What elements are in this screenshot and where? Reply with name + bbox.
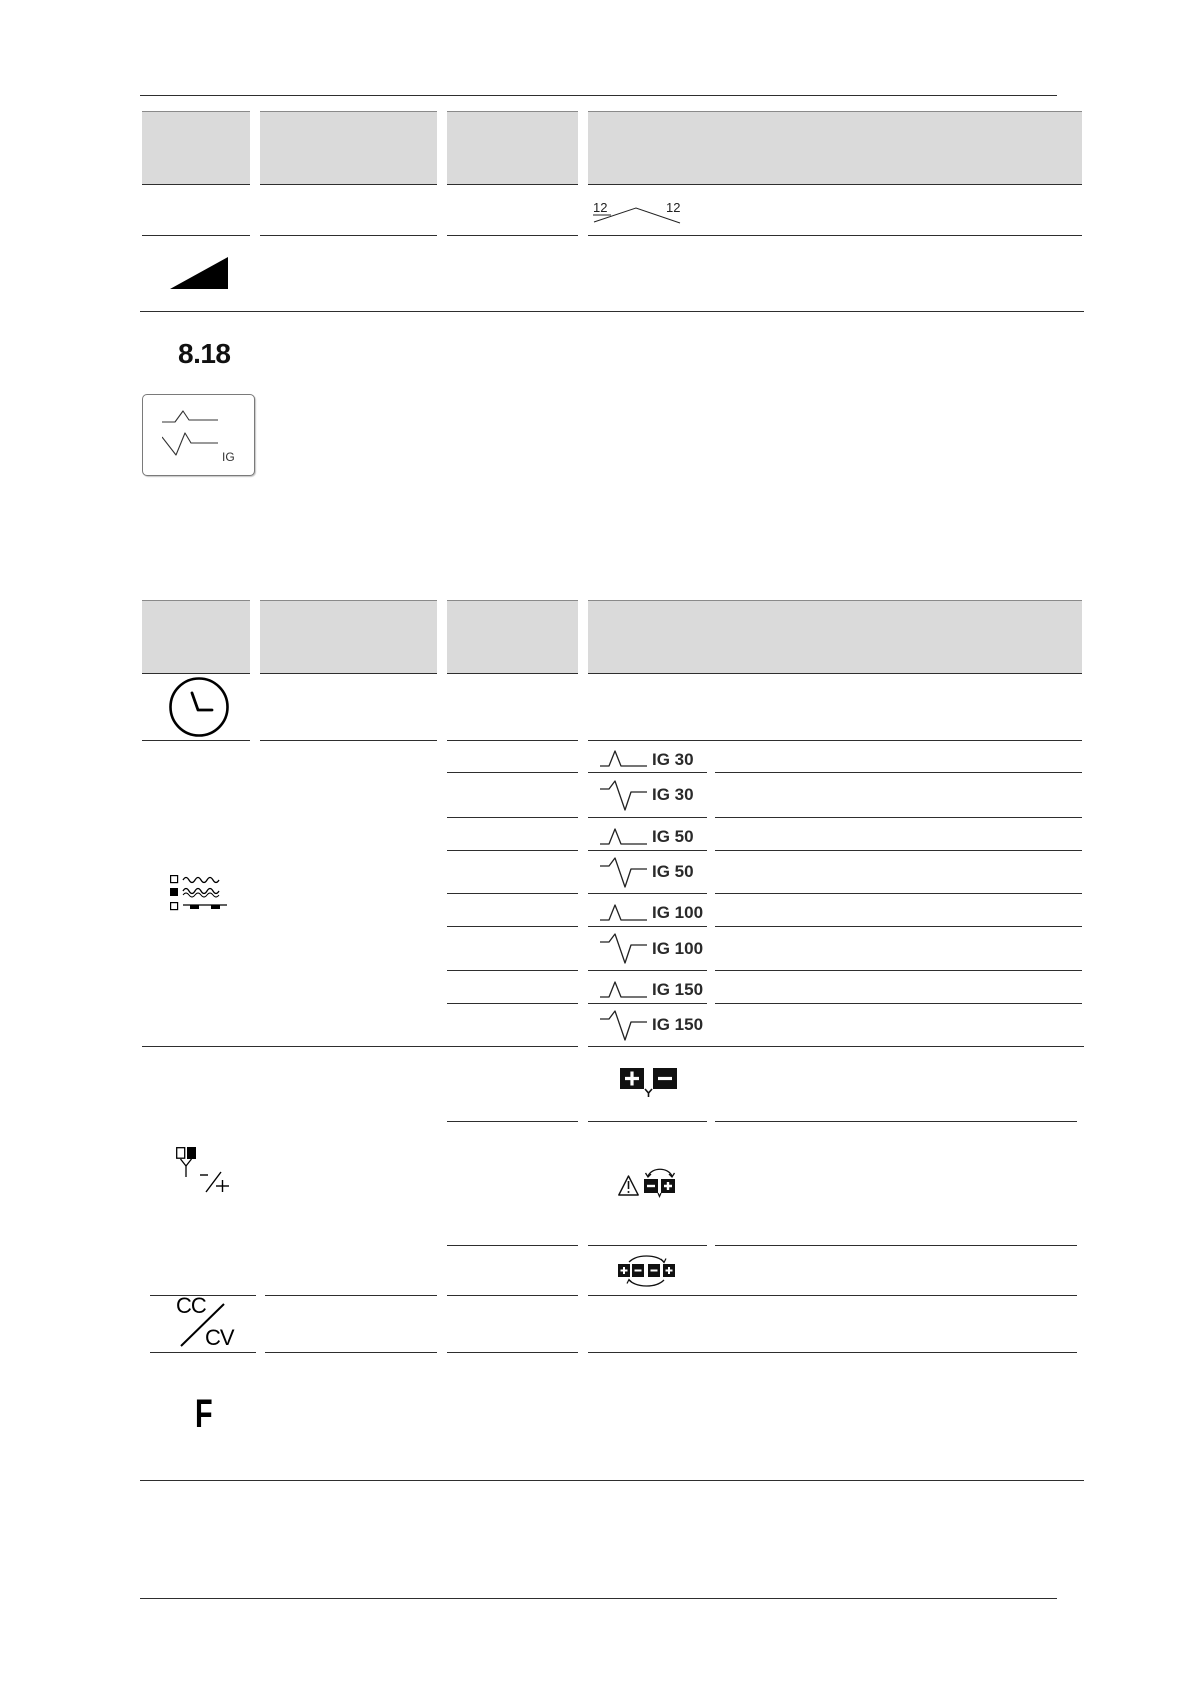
table-rule: [140, 1480, 1084, 1481]
table-rule: [447, 893, 578, 894]
electrode-polarity-icon: [176, 1147, 232, 1193]
table-header-cell: [260, 111, 437, 184]
table-rule: [447, 1352, 578, 1353]
table-rule: [715, 772, 1082, 773]
ignition-option-label: IG 50: [652, 827, 694, 846]
table-rule: [142, 184, 250, 185]
polarity-reverse-icon: [618, 1254, 678, 1290]
ignition-pulse-icon: [600, 902, 647, 924]
table-rule: [142, 1046, 578, 1047]
slope-label-left: 12: [593, 200, 608, 215]
table-rule: [447, 235, 578, 236]
table-rule: [715, 1003, 1082, 1004]
table-rule: [150, 1352, 256, 1353]
table-rule: [260, 184, 437, 185]
page-footer-rule: [140, 1598, 1057, 1599]
table-header-cell: [447, 600, 578, 673]
cv-label: CV: [205, 1325, 234, 1350]
table-rule: [447, 673, 578, 674]
table-rule: [447, 740, 578, 741]
ignition-label: IG: [222, 450, 235, 464]
table-rule: [588, 926, 707, 927]
table-rule: [260, 235, 437, 236]
table-rule: [588, 817, 707, 818]
table-rule: [715, 1121, 1077, 1122]
table-rule: [588, 1245, 707, 1246]
table-rule: [715, 850, 1082, 851]
ignition-option-row: [600, 740, 706, 772]
ignition-pulse-icon: [600, 826, 647, 848]
table-rule: [588, 1352, 1077, 1353]
table-rule: [142, 740, 250, 741]
table-rule: [588, 772, 707, 773]
table-rule: [447, 817, 578, 818]
table-rule: [447, 926, 578, 927]
ignition-option-label: IG 30: [652, 785, 694, 804]
ignition-mode-icon: [170, 874, 228, 912]
ignition-option-row: [600, 817, 706, 850]
table-rule: [260, 673, 437, 674]
table-rule: [447, 970, 578, 971]
ignition-waveforms-icon: [142, 394, 255, 476]
page-header-rule: [140, 95, 1057, 96]
ignition-pulse-negative-icon: [600, 931, 647, 965]
ignition-pulse-icon: [600, 748, 647, 770]
table-rule: [447, 184, 578, 185]
table-rule: [140, 311, 1084, 312]
ignition-pulse-negative-icon: [600, 855, 647, 889]
table-header-cell: [142, 600, 250, 673]
pulse-waveform-icon: [162, 409, 218, 427]
table-rule: [715, 893, 1082, 894]
ignition-pulse-negative-icon: [600, 778, 647, 812]
ignition-pulse-icon: [600, 979, 647, 1001]
table-rule: [588, 1295, 1077, 1296]
table-rule: [260, 740, 437, 741]
table-rule: [715, 1245, 1077, 1246]
table-rule: [588, 1003, 707, 1004]
ignition-option-row: [600, 970, 706, 1003]
table-rule: [588, 235, 1082, 236]
table-rule: [142, 235, 250, 236]
ignition-option-label: IG 150: [652, 1015, 704, 1034]
table-rule: [588, 970, 707, 971]
table-rule: [447, 1121, 578, 1122]
ignition-option-label: IG 100: [652, 903, 704, 922]
ignition-option-row: [600, 1003, 706, 1046]
table-rule: [588, 673, 1082, 674]
table-rule: [715, 817, 1082, 818]
section-number: 8.18: [178, 338, 231, 369]
table-rule: [588, 850, 707, 851]
table-rule: [588, 893, 707, 894]
ignition-option-row: [600, 850, 706, 893]
pulse-negative-waveform-icon: [162, 431, 218, 459]
ignition-option-label: IG 150: [652, 980, 704, 999]
table-header-cell: [588, 111, 1082, 184]
table-rule: [715, 926, 1082, 927]
ignition-option-row: [600, 893, 706, 926]
table-rule: [447, 1003, 578, 1004]
polarity-plus-minus-icon: [620, 1068, 677, 1097]
cc-cv-icon: [176, 1295, 236, 1351]
f-function-label: F: [195, 1392, 213, 1436]
table-rule: [265, 1295, 437, 1296]
clock-icon: [167, 675, 231, 739]
slope-label-right: 12: [666, 200, 681, 215]
table-rule: [715, 970, 1082, 971]
table-rule: [588, 1121, 707, 1122]
table-rule: [142, 673, 250, 674]
table-header-cell: [447, 111, 578, 184]
table-header-cell: [588, 600, 1082, 673]
table-header-cell: [142, 111, 250, 184]
table-rule: [447, 1245, 578, 1246]
ignition-option-label: IG 50: [652, 862, 694, 881]
ignition-option-label: IG 100: [652, 938, 704, 958]
ramp-triangle-icon: [170, 257, 228, 289]
table-rule: [447, 772, 578, 773]
table-rule: [447, 850, 578, 851]
ignition-pulse-negative-icon: [600, 1008, 647, 1042]
table-rule: [588, 1046, 1084, 1047]
table-rule: [447, 1295, 578, 1296]
polarity-swap-warning-icon: [618, 1166, 678, 1198]
table-rule: [265, 1352, 437, 1353]
ignition-option-row: [600, 926, 706, 970]
table-header-cell: [260, 600, 437, 673]
ignition-option-label: IG 30: [652, 749, 694, 769]
ignition-option-row: [600, 772, 706, 817]
cc-label: CC: [176, 1293, 206, 1318]
table-rule: [588, 184, 1082, 185]
